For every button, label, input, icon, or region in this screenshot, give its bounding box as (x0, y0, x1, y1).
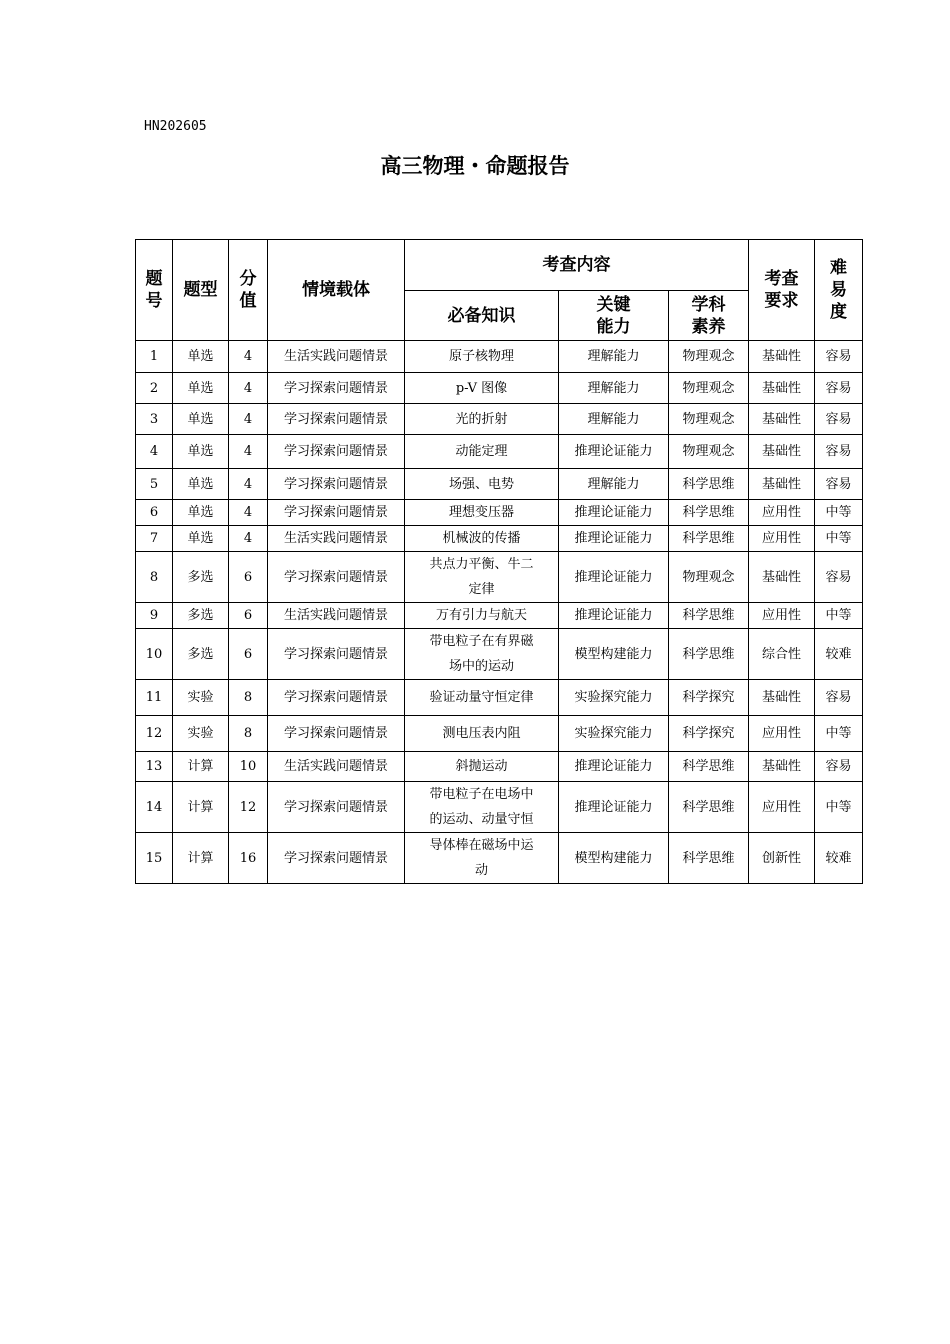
cell-context: 学习探索问题情景 (268, 833, 405, 884)
cell-num: 3 (136, 404, 173, 435)
cell-knowledge: 机械波的传播 (405, 526, 559, 552)
cell-requirement: 应用性 (749, 526, 815, 552)
cell-num: 13 (136, 752, 173, 782)
cell-context: 学习探索问题情景 (268, 469, 405, 500)
cell-literacy: 科学思维 (669, 833, 749, 884)
cell-type: 单选 (173, 341, 229, 373)
header-type: 题型 (173, 240, 229, 341)
cell-type: 计算 (173, 752, 229, 782)
cell-type: 计算 (173, 782, 229, 833)
cell-score: 16 (229, 833, 268, 884)
cell-context: 生活实践问题情景 (268, 341, 405, 373)
cell-num: 1 (136, 341, 173, 373)
table-row (136, 752, 863, 782)
cell-knowledge: 光的折射 (405, 404, 559, 435)
cell-num: 10 (136, 629, 173, 680)
cell-knowledge: 测电压表内阻 (405, 716, 559, 752)
cell-knowledge: 验证动量守恒定律 (405, 680, 559, 716)
cell-score: 4 (229, 341, 268, 373)
header-difficulty: 难易度 (815, 240, 863, 341)
cell-requirement: 综合性 (749, 629, 815, 680)
cell-num: 6 (136, 500, 173, 526)
cell-score: 6 (229, 629, 268, 680)
cell-requirement: 基础性 (749, 680, 815, 716)
cell-type: 单选 (173, 526, 229, 552)
header-score: 分值 (229, 240, 268, 341)
cell-context: 学习探索问题情景 (268, 404, 405, 435)
cell-num: 11 (136, 680, 173, 716)
cell-type: 单选 (173, 500, 229, 526)
table-row (136, 341, 863, 373)
cell-score: 6 (229, 603, 268, 629)
cell-ability: 理解能力 (559, 469, 669, 500)
cell-ability: 理解能力 (559, 404, 669, 435)
cell-requirement: 应用性 (749, 603, 815, 629)
table-row (136, 716, 863, 752)
cell-type: 单选 (173, 404, 229, 435)
cell-requirement: 应用性 (749, 782, 815, 833)
table-row (136, 629, 863, 680)
cell-context: 学习探索问题情景 (268, 716, 405, 752)
cell-knowledge: 场强、电势 (405, 469, 559, 500)
header-ability: 关键能力 (559, 291, 669, 341)
table-row (136, 526, 863, 552)
cell-difficulty: 较难 (815, 629, 863, 680)
header-context: 情境载体 (268, 240, 405, 341)
cell-requirement: 应用性 (749, 500, 815, 526)
cell-literacy: 科学思维 (669, 752, 749, 782)
cell-score: 4 (229, 404, 268, 435)
cell-literacy: 科学探究 (669, 680, 749, 716)
cell-num: 4 (136, 435, 173, 469)
table-row (136, 833, 863, 884)
cell-type: 多选 (173, 629, 229, 680)
cell-ability: 推理论证能力 (559, 500, 669, 526)
table-row (136, 603, 863, 629)
cell-difficulty: 容易 (815, 435, 863, 469)
cell-context: 学习探索问题情景 (268, 680, 405, 716)
cell-type: 计算 (173, 833, 229, 884)
header-content: 考查内容 (405, 240, 749, 291)
cell-ability: 推理论证能力 (559, 782, 669, 833)
table-body (136, 341, 863, 884)
cell-requirement: 基础性 (749, 373, 815, 404)
cell-type: 多选 (173, 603, 229, 629)
cell-difficulty: 中等 (815, 526, 863, 552)
cell-type: 单选 (173, 435, 229, 469)
cell-ability: 推理论证能力 (559, 526, 669, 552)
cell-difficulty: 容易 (815, 341, 863, 373)
cell-literacy: 科学探究 (669, 716, 749, 752)
cell-ability: 理解能力 (559, 373, 669, 404)
cell-requirement: 基础性 (749, 469, 815, 500)
table-row (136, 680, 863, 716)
cell-type: 实验 (173, 680, 229, 716)
cell-ability: 模型构建能力 (559, 833, 669, 884)
table-header (136, 240, 863, 341)
cell-requirement: 基础性 (749, 435, 815, 469)
cell-literacy: 物理观念 (669, 435, 749, 469)
cell-knowledge: 万有引力与航天 (405, 603, 559, 629)
cell-literacy: 物理观念 (669, 373, 749, 404)
cell-difficulty: 中等 (815, 782, 863, 833)
cell-requirement: 基础性 (749, 752, 815, 782)
header-num: 题号 (136, 240, 173, 341)
cell-difficulty: 容易 (815, 404, 863, 435)
cell-score: 8 (229, 680, 268, 716)
table-row (136, 404, 863, 435)
cell-knowledge: 导体棒在磁场中运动 (405, 833, 559, 884)
table-row (136, 782, 863, 833)
cell-knowledge: p-V 图像 (405, 373, 559, 404)
cell-type: 单选 (173, 373, 229, 404)
cell-context: 学习探索问题情景 (268, 373, 405, 404)
cell-num: 14 (136, 782, 173, 833)
cell-context: 学习探索问题情景 (268, 435, 405, 469)
cell-num: 12 (136, 716, 173, 752)
cell-literacy: 科学思维 (669, 629, 749, 680)
cell-ability: 推理论证能力 (559, 435, 669, 469)
cell-context: 学习探索问题情景 (268, 629, 405, 680)
cell-score: 6 (229, 552, 268, 603)
cell-knowledge: 理想变压器 (405, 500, 559, 526)
header-literacy: 学科素养 (669, 291, 749, 341)
table-row (136, 500, 863, 526)
cell-requirement: 基础性 (749, 552, 815, 603)
cell-difficulty: 容易 (815, 552, 863, 603)
cell-literacy: 科学思维 (669, 603, 749, 629)
cell-difficulty: 容易 (815, 469, 863, 500)
cell-ability: 实验探究能力 (559, 716, 669, 752)
cell-literacy: 物理观念 (669, 552, 749, 603)
cell-context: 生活实践问题情景 (268, 603, 405, 629)
cell-requirement: 创新性 (749, 833, 815, 884)
cell-type: 实验 (173, 716, 229, 752)
cell-context: 学习探索问题情景 (268, 552, 405, 603)
table-row (136, 469, 863, 500)
table-row (136, 373, 863, 404)
cell-score: 10 (229, 752, 268, 782)
cell-num: 2 (136, 373, 173, 404)
cell-num: 9 (136, 603, 173, 629)
cell-num: 15 (136, 833, 173, 884)
cell-num: 8 (136, 552, 173, 603)
cell-context: 生活实践问题情景 (268, 752, 405, 782)
header-knowledge: 必备知识 (405, 291, 559, 341)
cell-score: 4 (229, 373, 268, 404)
cell-num: 5 (136, 469, 173, 500)
cell-difficulty: 较难 (815, 833, 863, 884)
cell-difficulty: 中等 (815, 603, 863, 629)
cell-type: 多选 (173, 552, 229, 603)
cell-difficulty: 中等 (815, 500, 863, 526)
cell-score: 12 (229, 782, 268, 833)
cell-ability: 理解能力 (559, 341, 669, 373)
cell-difficulty: 容易 (815, 680, 863, 716)
header-requirement: 考查要求 (749, 240, 815, 341)
cell-literacy: 科学思维 (669, 469, 749, 500)
cell-score: 4 (229, 435, 268, 469)
cell-literacy: 物理观念 (669, 404, 749, 435)
document-code: HN202605 (144, 119, 207, 134)
cell-knowledge: 带电粒子在有界磁场中的运动 (405, 629, 559, 680)
cell-context: 学习探索问题情景 (268, 782, 405, 833)
cell-knowledge: 斜抛运动 (405, 752, 559, 782)
cell-literacy: 物理观念 (669, 341, 749, 373)
page-title: 高三物理・命题报告 (380, 154, 570, 178)
cell-type: 单选 (173, 469, 229, 500)
cell-difficulty: 中等 (815, 716, 863, 752)
cell-literacy: 科学思维 (669, 500, 749, 526)
cell-score: 4 (229, 500, 268, 526)
cell-ability: 推理论证能力 (559, 552, 669, 603)
report-table (135, 239, 863, 884)
table-row (136, 552, 863, 603)
cell-literacy: 科学思维 (669, 782, 749, 833)
cell-knowledge: 带电粒子在电场中的运动、动量守恒 (405, 782, 559, 833)
cell-knowledge: 共点力平衡、牛二定律 (405, 552, 559, 603)
cell-ability: 推理论证能力 (559, 752, 669, 782)
cell-ability: 实验探究能力 (559, 680, 669, 716)
cell-score: 4 (229, 526, 268, 552)
cell-context: 学习探索问题情景 (268, 500, 405, 526)
cell-score: 4 (229, 469, 268, 500)
cell-difficulty: 容易 (815, 373, 863, 404)
cell-context: 生活实践问题情景 (268, 526, 405, 552)
cell-requirement: 基础性 (749, 404, 815, 435)
table-row (136, 435, 863, 469)
cell-knowledge: 动能定理 (405, 435, 559, 469)
cell-requirement: 基础性 (749, 341, 815, 373)
cell-ability: 模型构建能力 (559, 629, 669, 680)
cell-ability: 推理论证能力 (559, 603, 669, 629)
cell-requirement: 应用性 (749, 716, 815, 752)
cell-score: 8 (229, 716, 268, 752)
cell-literacy: 科学思维 (669, 526, 749, 552)
cell-difficulty: 容易 (815, 752, 863, 782)
cell-knowledge: 原子核物理 (405, 341, 559, 373)
cell-num: 7 (136, 526, 173, 552)
